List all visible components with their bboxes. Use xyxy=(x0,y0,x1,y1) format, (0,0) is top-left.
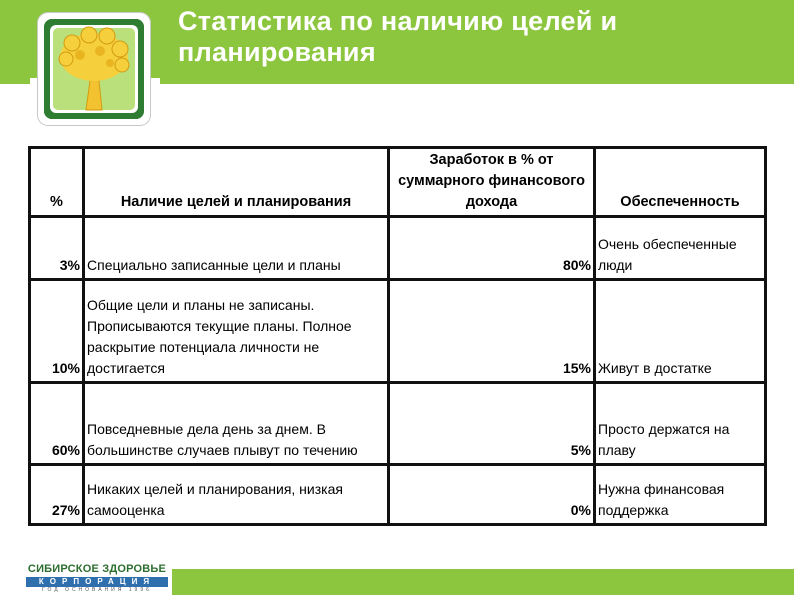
table-row xyxy=(30,217,766,280)
row-percent: 27% xyxy=(30,465,84,525)
row-goals: Общие цели и планы не записаны. Прописываются текущие планы. Полное раскрытие потенциала личности не достигается xyxy=(84,280,389,383)
header-goals: Наличие целей и планирования xyxy=(84,148,389,217)
logo-tree-icon xyxy=(44,19,144,119)
row-percent: 10% xyxy=(30,280,84,383)
statistics-table xyxy=(28,146,764,520)
header-security: Обеспеченность xyxy=(595,148,766,217)
header-stripe-right xyxy=(160,78,794,84)
company-logo xyxy=(38,13,150,125)
row-percent: 3% xyxy=(30,217,84,280)
row-goals: Повседневные дела день за днем. В большинстве случаев плывут по течению xyxy=(84,383,389,465)
header-stripe-left xyxy=(0,78,30,84)
row-security: Просто держатся на плаву xyxy=(595,383,766,465)
row-goals: Никаких целей и планирования, низкая самооценка xyxy=(84,465,389,525)
row-security: Очень обеспеченные люди xyxy=(595,217,766,280)
header-percent: % xyxy=(30,148,84,217)
footer-band xyxy=(172,569,794,595)
row-income: 0% xyxy=(389,465,595,525)
footer-company-logo xyxy=(22,563,172,593)
table-header-row xyxy=(30,148,766,217)
table-row xyxy=(30,280,766,383)
row-income: 80% xyxy=(389,217,595,280)
row-income: 15% xyxy=(389,280,595,383)
row-goals: Специально записанные цели и планы xyxy=(84,217,389,280)
row-percent: 60% xyxy=(30,383,84,465)
table-row xyxy=(30,465,766,525)
footer-brand-name: СИБИРСКОЕ ЗДОРОВЬЕ xyxy=(27,563,167,575)
row-security: Живут в достатке xyxy=(595,280,766,383)
header-income: Заработок в % от суммарного финансового дохода xyxy=(389,148,595,217)
row-income: 5% xyxy=(389,383,595,465)
page-title: Статистика по наличию целей и планирования xyxy=(178,6,618,67)
footer-year-label: ГОД ОСНОВАНИЯ 1996 xyxy=(42,587,152,593)
table-row xyxy=(30,383,766,465)
footer-corp-label: КОРПОРАЦИЯ xyxy=(38,577,156,586)
row-security: Нужна финансовая поддержка xyxy=(595,465,766,525)
